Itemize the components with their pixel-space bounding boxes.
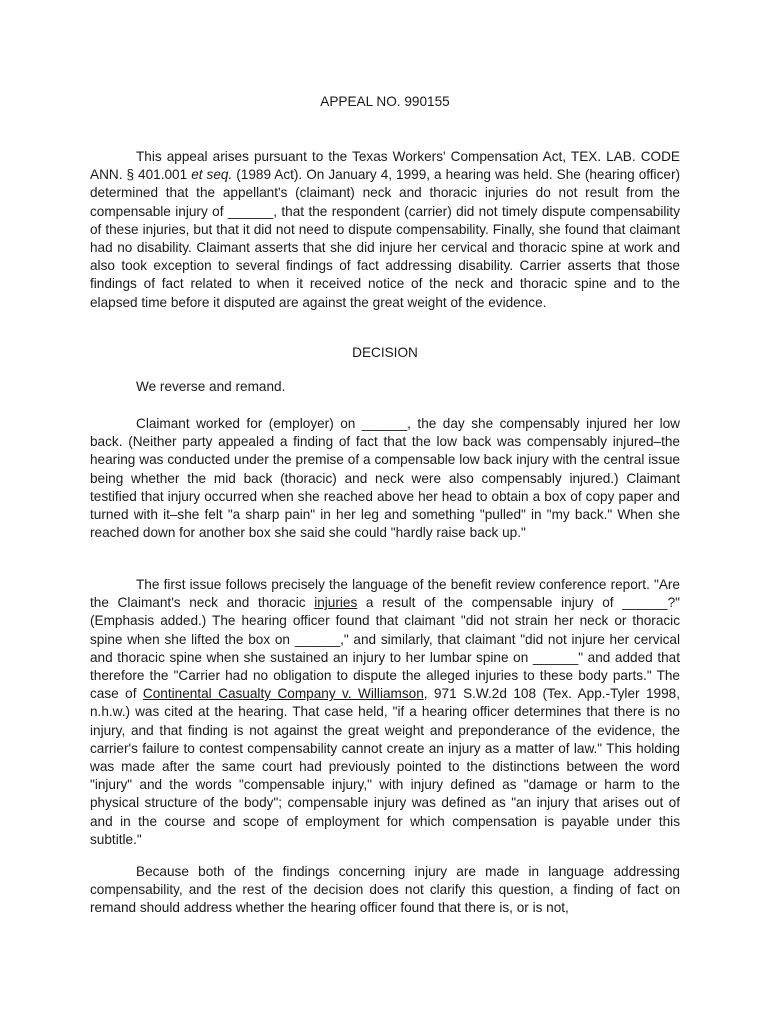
injuries-underlined: injuries: [314, 595, 358, 611]
paragraph-intro: [90, 148, 680, 312]
document-title: APPEAL NO. 990155: [320, 94, 450, 109]
intro-text-a: This appeal arises pursuant to the Texas Workers' Compensation Act, TEX. LAB. CODE ANN. § 401.001: [90, 149, 680, 183]
paragraph-facts: Claimant worked for (employer) on ______, the day she compensably injured her low back. (Neither party appealed a finding of fact that the low back was compensably injured–the hearing was conducted under the premise of a compensable low back injury with the central issue being whether the mid back (thoracic) and neck were also compensably injured.) Claimant testified that injury occurred when she reached above her head to obtain a box of copy paper and turned with it–she felt "a sharp pain" in her leg and something "pulled" in "my back." When she reached down for another box she said she could "hardly raise back up.": [90, 416, 680, 541]
decision-text: We reverse and remand.: [136, 379, 286, 394]
paragraph-first-issue: [90, 576, 680, 849]
et-seq-italic: et seq.: [191, 167, 233, 183]
paragraph-remand: Because both of the findings concerning injury are made in language addressing compensability, and the rest of the decision does not clarify this question, a finding of fact on remand should address whether the hearing officer found that there is, or is not,: [90, 864, 680, 916]
document-page: [90, 0, 680, 1024]
intro-text-b: (1989 Act). On January 4, 1999, a hearing was held. She (hearing officer) determined that the appellant's (claimant) neck and thoracic injuries do not result from the compensable injury of ______, that the respondent (carrier) did not timely dispute compensability of these injuries, but that it did not need to dispute compensability. Finally, she found that claimant had no disability. Claimant asserts that she did injure her cervical and thoracic spine at work and also took exception to several findings of fact addressing disability. Carrier asserts that those findings of fact related to when it received notice of the neck and thoracic spine and to the elapsed time before it disputed are against the great weight of the evidence.: [90, 167, 680, 310]
first-issue-text-b: a result of the compensable injury of ______?" (Emphasis added.) The hearing officer found that claimant "did not strain her neck or thoracic spine when she lifted the box on ______," and similarly, that claimant "did not injure her cervical and thoracic spine when she sustained an injury to her lumbar spine on ______" and added that therefore the "Carrier had no obligation to dispute the alleged injuries to these body parts." The case of: [90, 595, 680, 702]
first-issue-text-a: The first issue follows precisely the language of the benefit review conference report. "Are the Claimant's neck and thoracic: [90, 577, 680, 611]
decision-heading: DECISION: [352, 345, 418, 360]
first-issue-text-c: , 971 S.W.2d 108 (Tex. App.-Tyler 1998, n.h.w.) was cited at the hearing. That case held, "if a hearing officer determines that there is no injury, and that finding is not against the great weight and preponderance of the evidence, the carrier's failure to contest compensability cannot create an injury as a matter of law." This holding was made after the same court had previously pointed to the distinctions between the word "injury" and the words "compensable injury," with injury defined as "damage or harm to the physical structure of the body"; compensable injury was defined as "an injury that arises out of and in the course and scope of employment for which compensation is payable under this subtitle.": [90, 686, 680, 847]
case-name-underlined: Continental Casualty Company v. Williamson: [142, 686, 424, 702]
